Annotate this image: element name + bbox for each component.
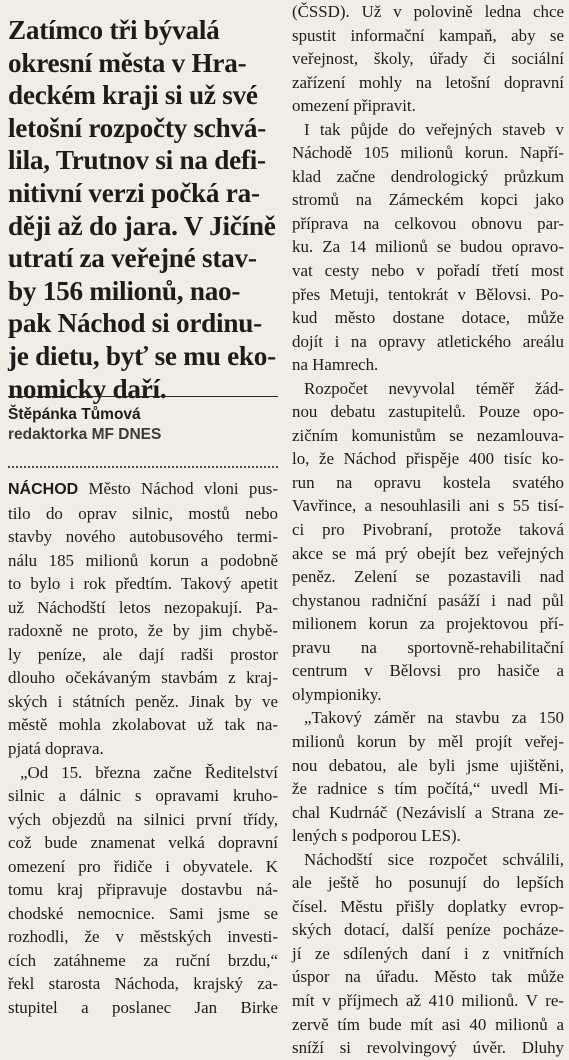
paragraph-line: což bude znamenat velká dopravní bbox=[8, 833, 278, 853]
paragraph-line: stavby nového autobusového termi- bbox=[8, 527, 278, 547]
paragraph-line: cích zatáhneme za ruční brzdu,“ bbox=[8, 950, 278, 970]
paragraph-line: už Náchodští letos nezopakují. Pa- bbox=[8, 597, 278, 617]
article-paragraph-5 bbox=[292, 377, 564, 707]
paragraph-line: zařízení mohly na letošní dopravní bbox=[292, 72, 564, 92]
paragraph-line: že radnice s tím počítá,“ uvedl Mi- bbox=[292, 779, 564, 799]
paragraph-line: příprava na celkovou obnovu par- bbox=[292, 213, 564, 233]
paragraph-line: úspor na úřadu. Město tak může bbox=[292, 967, 564, 987]
paragraph-line: peněz. Zelení se pozastavili nad bbox=[292, 567, 564, 587]
paragraph-line: tilo do oprav silnic, mostů nebo bbox=[8, 503, 278, 523]
paragraph-line: pjatá doprava. bbox=[8, 739, 104, 759]
paragraph-line: nou debatou, ale byli jsme ujištěni, bbox=[292, 755, 564, 775]
paragraph-line: silnic a dálnic s opravami kruho- bbox=[8, 786, 278, 806]
article-paragraph-7 bbox=[292, 848, 564, 1060]
paragraph-line: vých objezdů na silnici první třídy, bbox=[8, 809, 278, 829]
paragraph-line: radoxně ne proto, že by jim chybě- bbox=[8, 621, 278, 641]
paragraph-line: centrum v Bělovsi pro hasiče a bbox=[292, 661, 564, 681]
paragraph-line: ci pro Pivobraní, protože taková bbox=[292, 520, 564, 540]
paragraph-line: akce se má prý obejít bez veřejných bbox=[292, 543, 564, 563]
paragraph-line: mít v příjmech až 410 milionů. V re- bbox=[292, 990, 564, 1010]
lead-line: deckém kraji si už své bbox=[8, 80, 258, 111]
paragraph-line: pravu na sportovně-rehabilitační bbox=[292, 637, 564, 657]
lead-line: utratí za veřejné stav- bbox=[8, 243, 257, 274]
author-role: redaktorka MF DNES bbox=[8, 426, 162, 443]
lead-paragraph bbox=[8, 14, 278, 405]
paragraph-line: zičním komunistům se nezamlouva- bbox=[292, 425, 564, 445]
paragraph-line: nálu 185 milionů korun a podobně bbox=[8, 550, 278, 570]
paragraph-line: nou debatu zastupitelů. Pouze opo- bbox=[292, 402, 564, 422]
article-paragraph-4 bbox=[292, 118, 564, 377]
paragraph-line: chodské nemocnice. Sami jsme se bbox=[8, 903, 278, 923]
paragraph-line: Náchodě 105 milionů korun. Napří- bbox=[292, 143, 564, 163]
author-name: Štěpánka Tůmová bbox=[8, 406, 141, 423]
paragraph-line: „Od 15. března začne Ředitelství bbox=[20, 762, 278, 782]
paragraph-line: sníží si revolvingový úvěr. Dluhy bbox=[292, 1038, 564, 1058]
paragraph-line: lených s podporou LES). bbox=[292, 826, 461, 846]
paragraph-line: to bylo i rok předtím. Takový apetit bbox=[8, 574, 278, 594]
article-paragraph-3 bbox=[292, 0, 564, 118]
paragraph-line: ských dotací, další peníze pocháze- bbox=[292, 920, 564, 940]
dateline: NÁCHOD bbox=[8, 481, 79, 498]
paragraph-line: Náchodští sice rozpočet schválili, bbox=[304, 849, 564, 869]
paragraph-line: přes Metuji, tentokrát v Bělovsi. Po- bbox=[292, 284, 564, 304]
paragraph-line: klad začne dendrologický průzkum bbox=[292, 166, 564, 186]
lead-line: nomicky daří. bbox=[8, 373, 167, 404]
lead-line: letošní rozpočty schvá- bbox=[8, 112, 267, 143]
lead-line: lila, Trutnov si na defi- bbox=[8, 145, 266, 176]
paragraph-line: chystanou radniční pasáží i nad půl bbox=[292, 590, 564, 610]
paragraph-line: kud město dostane dotace, může bbox=[292, 308, 564, 328]
paragraph-line: ku. Za 14 milionů se budou opravo- bbox=[292, 237, 564, 257]
left-body-text bbox=[8, 477, 278, 1020]
lead-line: Zatímco tři bývalá bbox=[8, 15, 220, 45]
paragraph-line: jí ze sdílených daní i z vnitřních bbox=[292, 943, 564, 963]
paragraph-line: lo, že Náchod přispěje 400 tisíc ko- bbox=[292, 449, 564, 469]
paragraph-line: zervě tím bude mít asi 40 milionů a bbox=[292, 1014, 564, 1034]
article-paragraph-2 bbox=[8, 761, 278, 1020]
paragraph-line: Rozpočet nevyvolal téměř žád- bbox=[304, 378, 564, 398]
paragraph-line: omezení pro řidiče i obyvatele. K bbox=[8, 856, 278, 876]
paragraph-line: milionů korun by měl projít veřej- bbox=[292, 731, 564, 751]
paragraph-line: čísel. Městu přišly doplatky evrop- bbox=[292, 896, 564, 916]
paragraph-line: ly peníze, ale dají radši prostor bbox=[8, 644, 278, 664]
paragraph-line: stromů na Zámeckém kopci jako bbox=[292, 190, 564, 210]
lead-line: pak Náchod si ordinu- bbox=[8, 308, 262, 339]
paragraph-line: Vavřince, a nesouhlasili ani s 55 tisí- bbox=[292, 496, 564, 516]
paragraph-line: omezení připravit. bbox=[292, 96, 416, 116]
paragraph-line: milionem korun za projektovou pří- bbox=[292, 614, 564, 634]
paragraph-line: chal Kudrnáč (Nezávislí a Strana ze- bbox=[292, 802, 564, 822]
paragraph-first-line-text: Město Náchod vloni pus- bbox=[78, 479, 278, 498]
paragraph-line: městě mohla zkolabovat už tak na- bbox=[8, 715, 278, 735]
article-paragraph-1 bbox=[8, 477, 278, 761]
lead-line: ději až do jara. V Jičíně bbox=[8, 210, 276, 241]
paragraph-line: stupitel a poslanec Jan Birke bbox=[8, 998, 278, 1018]
paragraph-line: dojít i na opravy atletického areálu bbox=[292, 331, 564, 351]
paragraph-line: veřejnost, školy, úřady či sociální bbox=[292, 49, 564, 69]
paragraph-line: rozhodli, že v městských investi- bbox=[8, 927, 278, 947]
lead-line: okresní města v Hra- bbox=[8, 47, 247, 78]
lead-line: by 156 milionů, nao- bbox=[8, 275, 241, 306]
paragraph-line: „Takový záměr na stavbu za 150 bbox=[304, 708, 564, 728]
paragraph-line: I tak půjde do veřejných staveb v bbox=[304, 119, 564, 139]
paragraph-line: spustit informační kampaň, aby se bbox=[292, 25, 564, 45]
left-column bbox=[8, 14, 278, 1018]
paragraph-line: (ČSSD). Už v polovině ledna chce bbox=[292, 2, 564, 21]
paragraph-line: ale ještě ho posunují do lepších bbox=[292, 873, 564, 893]
paragraph-line: tomu kraj připravuje dostavbu ná- bbox=[8, 880, 278, 900]
lead-line: je dietu, byť se mu eko- bbox=[8, 340, 276, 371]
paragraph-line: ských i státních peněz. Jinak by ve bbox=[8, 691, 278, 711]
right-column bbox=[292, 0, 564, 1060]
paragraph-line: řekl starosta Náchoda, krajský za- bbox=[8, 974, 278, 994]
lead-line: nitivní verzi počká ra- bbox=[8, 177, 260, 208]
byline bbox=[8, 396, 278, 445]
article-paragraph-6 bbox=[292, 706, 564, 847]
paragraph-line: na Hamrech. bbox=[292, 355, 379, 375]
paragraph-line: vat cesty nebo v pořadí třetí most bbox=[292, 261, 564, 281]
paragraph-line bbox=[8, 477, 278, 502]
paragraph-line: dlouho očekávaným stavbám z kraj- bbox=[8, 668, 278, 688]
section-divider bbox=[8, 466, 278, 468]
paragraph-line: run na opravu kostela svatého bbox=[292, 472, 564, 492]
paragraph-line: olympioniky. bbox=[292, 684, 382, 704]
